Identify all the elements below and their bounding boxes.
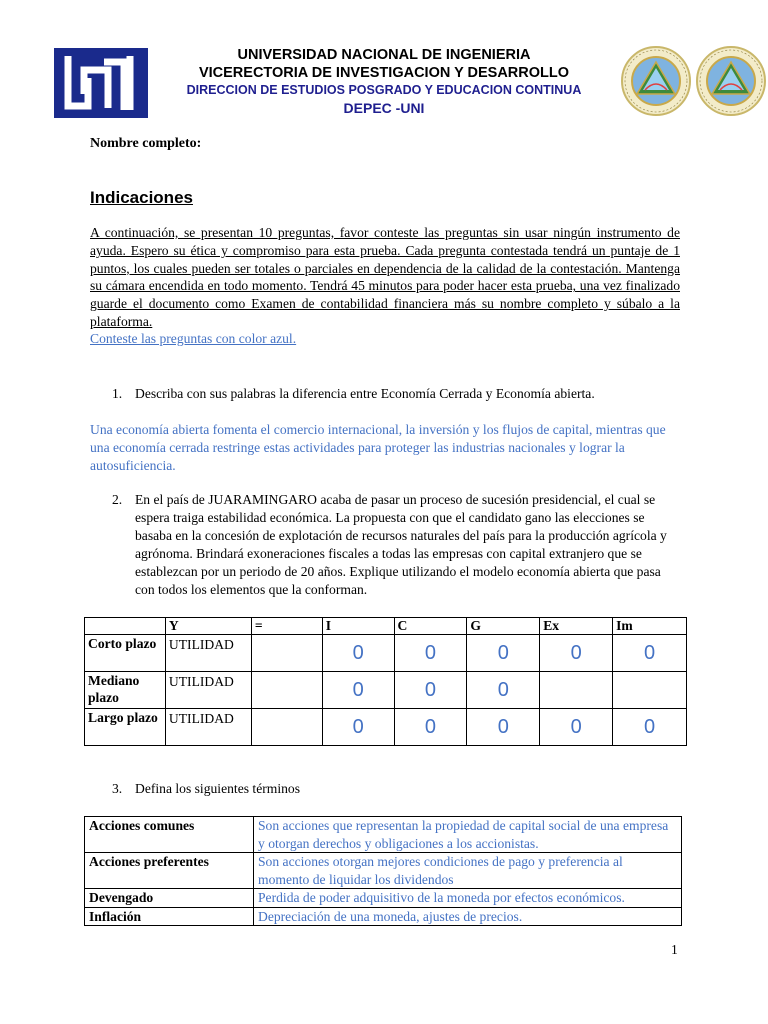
cell-eq[interactable] [251,635,322,672]
question-number: 1. [112,386,123,401]
direccion-name: DIRECCION DE ESTUDIOS POSGRADO Y EDUCACION CONTINUA [186,83,582,97]
cell-ex[interactable]: 0 [540,635,613,672]
cell-eq[interactable] [251,672,322,709]
term-cell: Devengado [85,889,254,908]
header-cell: C [394,618,467,635]
question-number: 2. [112,492,123,507]
question-number: 3. [112,781,123,796]
term-cell: Acciones preferentes [85,853,254,889]
header-cell [85,618,166,635]
row-label: Mediano plazo [85,672,166,709]
coat-of-arms-seal-icon [695,45,767,117]
cell-c[interactable]: 0 [394,672,467,709]
definition-cell[interactable]: Son acciones que representan la propiedad de capital social de una empresa y otorgan derechos y obligaciones a los accionistas. [254,817,682,853]
university-name: UNIVERSIDAD NACIONAL DE INGENIERIA [237,47,531,63]
cell-i[interactable]: 0 [322,709,394,746]
definition-cell[interactable]: Perdida de poder adquisitivo de la moneda por efectos económicos. [254,889,682,908]
question-text: Describa con sus palabras la diferencia entre Economía Cerrada y Economía abierta. [135,386,595,401]
term-cell: Acciones comunes [85,817,254,853]
header-cell: Ex [540,618,613,635]
definition-cell[interactable]: Depreciación de una moneda, ajustes de precios. [254,907,682,926]
depec-name: DEPEC -UNI [343,100,425,116]
full-name-label: Nombre completo: [90,136,202,151]
vicerectoria-name: VICERECTORIA DE INVESTIGACION Y DESARROLLO [198,65,570,81]
cell-y[interactable]: UTILIDAD [165,635,251,672]
open-economy-model-table [84,617,687,746]
table-row [85,853,682,889]
term-cell: Inflación [85,907,254,926]
row-label: Largo plazo [85,709,166,746]
header-cell: G [467,618,540,635]
answer-1[interactable]: Una economía abierta fomenta el comercio internacional, la inversión y los flujos de capital, mientras que una economía cerrada restringe estas actividades para proteger las industrias nacionales y lograr la autosuficiencia. [90,422,666,473]
definition-cell[interactable]: Son acciones otorgan mejores condiciones de pago y preferencia al momento de liquidar los dividendos [254,853,682,889]
table-row [85,672,687,709]
terms-table [84,816,682,926]
cell-i[interactable]: 0 [322,635,394,672]
table-row [85,889,682,908]
cell-ex[interactable]: 0 [540,709,613,746]
cell-g[interactable]: 0 [467,709,540,746]
question-text: En el país de JUARAMINGARO acaba de pasar un proceso de sucesión presidencial, el cual se espera traiga estabilidad económica. La propuesta con que el candidato gano las elecciones se basaba en la concesión de explotación de recursos naturales del país para la producción agrícola y agrónoma. Brindará exoneraciones fiscales a todas las empresas con capital extranjero que se establezcan por un periodo de 20 años. Explique utilizando el modelo economía abierta que pasa con todos los elementos que la conforman. [135,492,667,597]
table-row [85,907,682,926]
cell-g[interactable]: 0 [467,635,540,672]
cell-ex[interactable] [540,672,613,709]
page-number: 1 [671,942,678,957]
cell-c[interactable]: 0 [394,635,467,672]
question-text: Defina los siguientes términos [135,781,300,796]
table-row [85,635,687,672]
indicaciones-note: Conteste las preguntas con color azul. [90,331,297,346]
uni-logo [54,48,148,118]
table-header-row [85,618,687,635]
cell-eq[interactable] [251,709,322,746]
header-cell: Im [613,618,687,635]
table-row [85,817,682,853]
header-cell: Y [165,618,251,635]
cell-im[interactable] [613,672,687,709]
cell-g[interactable]: 0 [467,672,540,709]
table-row [85,709,687,746]
header-cell: = [251,618,322,635]
cell-y[interactable]: UTILIDAD [165,709,251,746]
indicaciones-text: A continuación, se presentan 10 preguntas, favor conteste las preguntas sin usar ningún instrumento de ayuda. Espero su ética y compromiso para esta prueba. Cada pregunta contestada tendrá un puntaje de 1 puntos, los cuales pueden ser totales o parciales en dependencia de la calidad de la contestación. Mantenga su cámara encendida en todo momento. Tendrá 45 minutos para poder hacer esta prueba, una vez finalizado guarde el documento como Examen de contabilidad financiera más su nombre completo y súbalo a la plataforma. [90,225,680,329]
cell-i[interactable]: 0 [322,672,394,709]
row-label: Corto plazo [85,635,166,672]
header-cell: I [322,618,394,635]
cell-c[interactable]: 0 [394,709,467,746]
cell-im[interactable]: 0 [613,709,687,746]
indicaciones-title: Indicaciones [90,188,193,207]
coat-of-arms-seal-icon [620,45,692,117]
cell-im[interactable]: 0 [613,635,687,672]
cell-y[interactable]: UTILIDAD [165,672,251,709]
